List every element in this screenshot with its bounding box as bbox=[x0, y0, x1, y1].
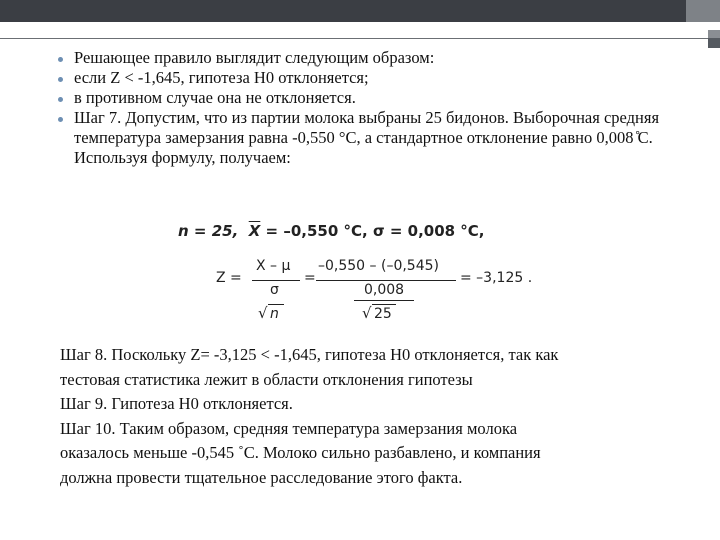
paragraph-line: Шаг 8. Поскольку Z= -3,125 < -1,645, гипотеза H0 отклоняется, так как bbox=[60, 345, 559, 364]
paragraph-line: тестовая статистика лежит в области отклонения гипотезы bbox=[60, 369, 473, 389]
equals-sign: = bbox=[304, 270, 316, 286]
sqrt-bar-left bbox=[268, 304, 284, 305]
formula-given-values bbox=[178, 222, 485, 240]
bullet-item bbox=[52, 88, 682, 108]
sqrt-icon: √ bbox=[258, 304, 268, 322]
formula-sigma: σ = 0,008 °C, bbox=[372, 222, 485, 240]
formula-xbar-value: = –0,550 °C, bbox=[265, 222, 368, 240]
numerator-right: –0,550 – (–0,545) bbox=[318, 258, 439, 274]
denominator-right-top: 0,008 bbox=[364, 282, 405, 298]
fraction-line-right bbox=[316, 280, 456, 281]
top-decoration-bar bbox=[0, 0, 720, 22]
denominator-left-root: n bbox=[270, 306, 279, 322]
bullet-dot-icon bbox=[58, 57, 63, 62]
right-accent-dark bbox=[708, 38, 720, 48]
numerator-left: X – μ bbox=[256, 258, 291, 274]
bullet-item bbox=[52, 108, 682, 168]
fraction-line-inner bbox=[354, 300, 414, 301]
solution-paragraph bbox=[60, 343, 680, 490]
sqrt-icon: √ bbox=[362, 304, 372, 322]
z-label: Z = bbox=[216, 270, 242, 286]
bullet-item bbox=[52, 48, 682, 68]
header-divider bbox=[0, 38, 708, 39]
fraction-line-left bbox=[252, 280, 300, 281]
bullet-dot-icon bbox=[58, 117, 63, 122]
bullet-text: если Z < -1,645, гипотеза H0 отклоняется; bbox=[74, 68, 369, 87]
paragraph-line: должна провести тщательное расследование этого факта. bbox=[60, 467, 463, 487]
bullet-dot-icon bbox=[58, 77, 63, 82]
result-value: = –3,125 . bbox=[460, 270, 533, 286]
bullet-text: Шаг 7. Допустим, что из партии молока выбраны 25 бидонов. Выборочная средняя температура замерзания равна -0,550 °С, а стандартное отклонение равно 0,008 ̊С. Используя формулу, получаем: bbox=[74, 108, 660, 167]
bullet-list bbox=[52, 48, 682, 168]
denominator-left: σ bbox=[270, 282, 279, 298]
denominator-right-root: 25 bbox=[374, 306, 392, 322]
bullet-dot-icon bbox=[58, 97, 63, 102]
formula-n: n = 25, bbox=[178, 222, 239, 240]
paragraph-line: Шаг 9. Гипотеза H0 отклоняется. bbox=[60, 394, 293, 413]
top-decoration-tab bbox=[686, 0, 720, 22]
bullet-item bbox=[52, 68, 682, 88]
paragraph-line: Шаг 10. Таким образом, средняя температура замерзания молока bbox=[60, 418, 518, 438]
paragraph-line: оказалось меньше -0,545 ˚С. Молоко сильно разбавлено, и компания bbox=[60, 443, 541, 462]
sqrt-bar-right bbox=[372, 304, 396, 305]
formula-z-statistic bbox=[216, 256, 536, 332]
formula-xbar: $\overline{X}$ bbox=[248, 222, 261, 240]
bullet-text: Решающее правило выглядит следующим образом: bbox=[74, 48, 435, 67]
bullet-text: в противном случае она не отклоняется. bbox=[74, 88, 356, 107]
